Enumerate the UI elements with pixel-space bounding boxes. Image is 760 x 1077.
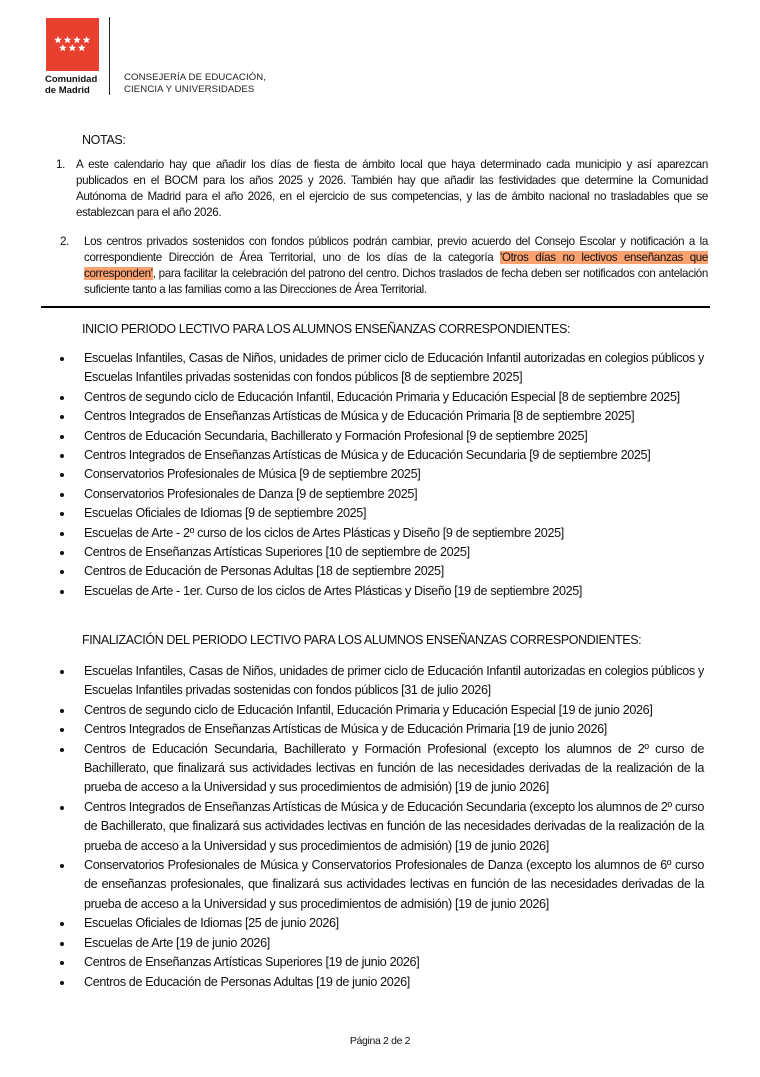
note-item [60, 234, 708, 298]
list-item-text: Centros Integrados de Enseñanzas Artísticas de Música y de Educación Secundaria (excepto los alumnos de 2º curso de Bachillerato, que finalizará sus actividades lectivas en función de las necesidades derivadas de la realización de la prueba de acceso a la Universidad y sus procedimientos de admisión) [19 de junio 2026] [84, 799, 704, 853]
header-divider [109, 17, 110, 95]
inicio-section-title: INICIO PERIODO LECTIVO PARA LOS ALUMNOS ENSEÑANZAS CORRESPONDIENTES: [82, 322, 570, 336]
list-item-text: Centros de Educación de Personas Adultas [18 de septiembre 2025] [84, 564, 444, 579]
list-item-text: Centros de Enseñanzas Artísticas Superiores [19 de junio 2026] [84, 955, 420, 970]
bullet-icon [60, 551, 64, 555]
bullet-icon [60, 357, 64, 361]
finalizacion-section-title: FINALIZACIÓN DEL PERIODO LECTIVO PARA LOS ALUMNOS ENSEÑANZAS CORRESPONDIENTES: [82, 633, 642, 647]
bullet-icon [60, 590, 64, 594]
list-item-text: Centros de Enseñanzas Artísticas Superiores [10 de septiembre de 2025] [84, 545, 470, 560]
note-item [56, 157, 708, 221]
bullet-icon [60, 473, 64, 477]
list-item [56, 973, 704, 992]
bullet-icon [60, 961, 64, 965]
list-item-text: Centros de segundo ciclo de Educación Infantil, Educación Primaria y Educación Especial [19 de junio 2026] [84, 702, 653, 717]
list-item-text: Escuelas Infantiles, Casas de Niños, unidades de primer ciclo de Educación Infantil autorizadas en colegios públicos y Escuelas Infantiles privadas sostenidas con fondos públicos [31 de julio 2026] [84, 664, 704, 698]
seven-stars-icon [46, 18, 99, 71]
note-text-before: Los centros privados sostenidos con fondos públicos podrán cambiar, previo acuerdo del Consejo Escolar y notificación a la correspondiente Dirección de Área Territorial, uno de los días de la categoría [84, 235, 708, 264]
list-item-text: Escuelas Infantiles, Casas de Niños, unidades de primer ciclo de Educación Infantil autorizadas en colegios públicos y Escuelas Infantiles privadas sostenidas con fondos públicos [8 de septiembre 2025] [84, 351, 704, 385]
list-item-text: Escuelas de Arte [19 de junio 2026] [84, 935, 270, 950]
list-item [56, 407, 704, 426]
bullet-icon [60, 435, 64, 439]
list-item [56, 934, 704, 953]
list-item [56, 504, 704, 523]
bullet-icon [60, 570, 64, 574]
list-item [56, 856, 704, 914]
list-item [56, 562, 704, 581]
notes-title: NOTAS: [82, 133, 126, 147]
bullet-icon [60, 981, 64, 985]
list-item-text: Escuelas de Arte - 2º curso de los ciclos de Artes Plásticas y Diseño [9 de septiembre 2025] [84, 525, 564, 540]
list-item-text: Conservatorios Profesionales de Danza [9 de septiembre 2025] [84, 486, 418, 501]
bullet-icon [60, 709, 64, 713]
bullet-icon [60, 415, 64, 419]
list-item [56, 953, 704, 972]
list-item [56, 701, 704, 720]
bullet-icon [60, 864, 64, 868]
bullet-icon [60, 922, 64, 926]
list-item-text: Centros de Educación Secundaria, Bachillerato y Formación Profesional (excepto los alumnos de 2º curso de Bachillerato, que finalizará sus actividades lectivas en función de las necesidades derivadas de la realización de la prueba de acceso a la Universidad y sus procedimientos de admisión) [19 de junio 2026] [84, 741, 704, 795]
list-item-text: Escuelas de Arte - 1er. Curso de los ciclos de Artes Plásticas y Diseño [19 de septiembre 2025] [84, 583, 583, 598]
list-item [56, 582, 704, 601]
list-item-text: Conservatorios Profesionales de Música y Conservatorios Profesionales de Danza (excepto los alumnos de 6º curso de enseñanzas profesionales, que finalizará sus actividades lectivas en función de las necesidades derivadas de la prueba de acceso a la Universidad y sus procedimientos de admisión) [19 de junio 2026] [84, 858, 704, 911]
department-line-1: CONSEJERÍA DE EDUCACIÓN, [124, 72, 267, 83]
list-item-text: Centros Integrados de Enseñanzas Artísticas de Música y de Educación Secundaria [9 de septiembre 2025] [84, 448, 651, 463]
list-item [56, 465, 704, 484]
note-number: 2. [60, 235, 69, 248]
bullet-icon [60, 493, 64, 497]
logo-wordmark [45, 74, 97, 96]
finalizacion-list [56, 662, 704, 992]
logo-line-2: de Madrid [45, 85, 90, 96]
bullet-icon [60, 728, 64, 732]
note-text-after: , para facilitar la celebración del patrono del centro. Dichos traslados de fecha deben ser notificados con antelación suficiente tanto a las familias como a las Direcciones de Área Territorial. [84, 267, 708, 296]
logo-line-1: Comunidad [45, 74, 98, 85]
inicio-list [56, 349, 704, 601]
department-name [124, 72, 266, 95]
department-line-2: CIENCIA Y UNIVERSIDADES [124, 83, 255, 95]
list-item-text: Conservatorios Profesionales de Música [9 de septiembre 2025] [84, 467, 421, 482]
list-item [56, 524, 704, 543]
section-divider [41, 306, 710, 308]
bullet-icon [60, 532, 64, 536]
note-text: A este calendario hay que añadir los días de fiesta de ámbito local que haya determinado cada municipio y así aparezcan publicados en el BOCM para los años 2025 y 2026. También hay que añadir las festividades que determine la Comunidad Autónoma de Madrid para el año 2026, en el ejercicio de sus competencias, y las de ámbito nacional no trasladables que se establezcan para el año 2026. [76, 158, 708, 219]
list-item [56, 798, 704, 856]
list-item [56, 388, 704, 407]
list-item [56, 914, 704, 933]
note-text [84, 234, 708, 298]
list-item-text: Centros de segundo ciclo de Educación Infantil, Educación Primaria y Educación Especial [8 de septiembre 2025] [84, 389, 680, 404]
list-item [56, 427, 704, 446]
bullet-icon [60, 748, 64, 752]
bullet-icon [60, 396, 64, 400]
bullet-icon [60, 806, 64, 810]
list-item [56, 740, 704, 798]
note-number: 1. [56, 158, 65, 171]
bullet-icon [60, 670, 64, 674]
bullet-icon [60, 942, 64, 946]
list-item-text: Escuelas Oficiales de Idiomas [9 de septiembre 2025] [84, 506, 367, 521]
bullet-icon [60, 512, 64, 516]
highlighted-category: 'Otros días no lectivos enseñanzas que corresponden' [84, 251, 709, 280]
list-item [56, 662, 704, 701]
list-item-text: Centros de Educación Secundaria, Bachillerato y Formación Profesional [9 de septiembre 2025] [84, 428, 588, 443]
list-item-text: Centros Integrados de Enseñanzas Artísticas de Música y de Educación Primaria [8 de septiembre 2025] [84, 409, 635, 424]
list-item-text: Escuelas Oficiales de Idiomas [25 de junio 2026] [84, 916, 339, 931]
page-number: Página 2 de 2 [349, 1035, 411, 1047]
list-item [56, 446, 704, 465]
list-item [56, 543, 704, 562]
bullet-icon [60, 454, 64, 458]
list-item [56, 720, 704, 739]
list-item-text: Centros Integrados de Enseñanzas Artísticas de Música y de Educación Primaria [19 de junio 2026] [84, 722, 607, 737]
list-item [56, 485, 704, 504]
comunidad-de-madrid-logo [46, 18, 99, 71]
list-item [56, 349, 704, 388]
list-item-text: Centros de Educación de Personas Adultas [19 de junio 2026] [84, 974, 410, 989]
